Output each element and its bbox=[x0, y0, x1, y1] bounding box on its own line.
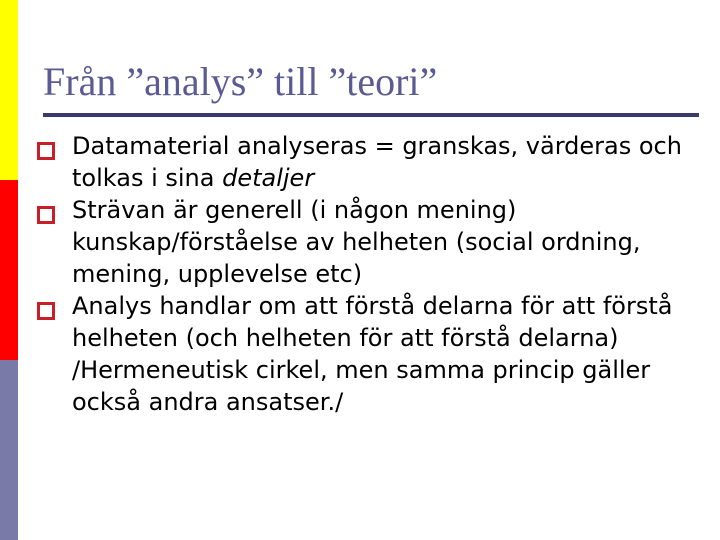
square-bullet-icon bbox=[37, 142, 55, 160]
bullet-text: Strävan är generell (i någon mening) kunskap/förståelse av helheten (social ordning, mening, upplevelse etc) bbox=[72, 196, 641, 288]
side-bar-blue bbox=[0, 360, 18, 540]
bullet-item bbox=[35, 130, 695, 194]
square-bullet-icon bbox=[37, 302, 55, 320]
side-bar-yellow bbox=[0, 0, 18, 180]
bullet-emphasis: detaljer bbox=[222, 164, 315, 192]
square-bullet-icon bbox=[37, 206, 55, 224]
title-divider bbox=[43, 113, 699, 117]
bullet-list bbox=[35, 130, 695, 418]
bullet-text: Analys handlar om att förstå delarna för att förstå helheten (och helheten för att förstå delarna) /Hermeneutisk cirkel, men samma princip gäller också andra ansatser./ bbox=[72, 292, 673, 416]
bullet-text: Datamaterial analyseras = granskas, värderas och tolkas i sina bbox=[72, 132, 682, 192]
slide-title: Från ”analys” till ”teori” bbox=[43, 59, 438, 104]
bullet-item bbox=[35, 290, 695, 418]
side-bar-red bbox=[0, 180, 18, 360]
bullet-item bbox=[35, 194, 695, 290]
